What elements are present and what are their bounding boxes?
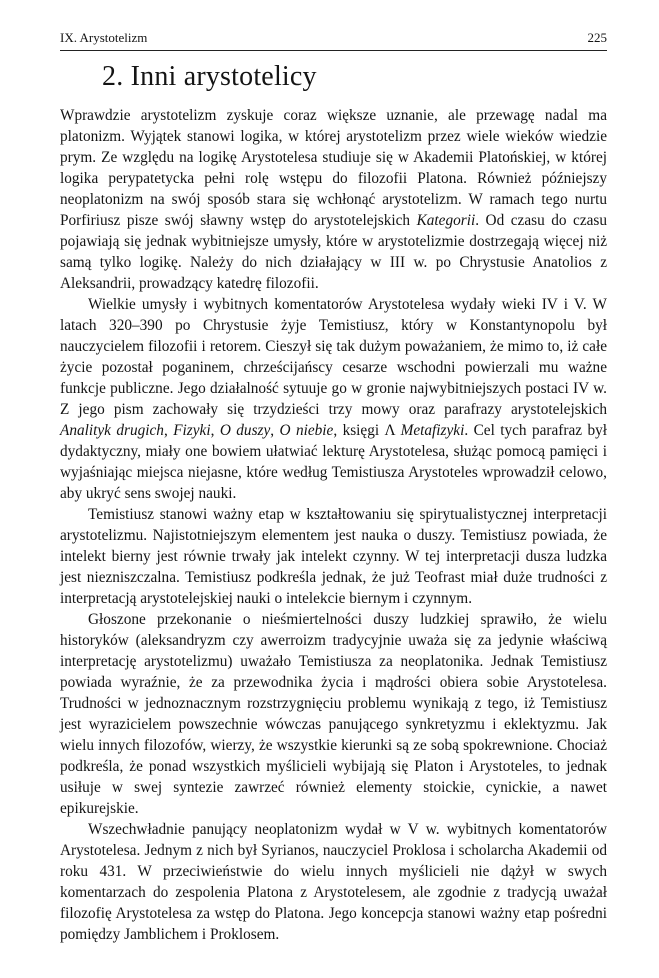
paragraph-1-text-b: . Od czasu do czasu pojawiają się jednak wybitniejsze umysły, które w arystotelizmie dostrzegają więcej niż samą tylko logikę. Należy do nich działający w III w. po Chrystusie Anatolios z Aleksandrii, prowadzący katedrę filozofii. bbox=[60, 212, 608, 292]
paragraph-4: Głoszone przekonanie o nieśmiertelności duszy ludzkiej sprawiło, że wielu historyków (aleksandryzm czy awerroizm tradycyjnie uważa się za jedynie właściwą interpretację arystotelizmu) uważało Temistiusza za neoplatonika. Jednak Temistiusz powiada wyraźnie, że za przewodnika życia i mądrości obiera sobie Arystotelesa. Trudności w jednoznacznym rozstrzygnięciu problemu wynikają z tego, iż Temistiusz jest wyrazicielem powszechnie wówczas panującego synkretyzmu i eklektyzmu. Jak wielu innych filozofów, wierzy, że wszystkie kierunki są ze sobą spokrewnione. Chociaż podkreśla, że ponad wszystkich myślicieli wybijają się Platon i Arystoteles, to jednak usiłuje w swej syntezie zawrzeć również elementy stoickie, cynickie, a nawet epikurejskie. bbox=[60, 611, 607, 817]
book-page bbox=[60, 30, 607, 945]
paragraph-2-text-b: . Cel tych parafraz był dydaktyczny, miały one bowiem ułatwiać lekturę Arystotelesa, służąc pomocą pamięci i wyjaśniając miejsca niejasne, które według Temistiusza Arystoteles wprowadził celowo, aby ukryć sens swojej nauki. bbox=[60, 422, 607, 502]
paragraph-1 bbox=[60, 105, 607, 294]
chapter-label: IX. Arystotelizm bbox=[60, 30, 148, 45]
paragraph-2-italic-5: Metafizyki bbox=[400, 422, 465, 439]
paragraph-1-italic-title: Kategorii bbox=[416, 212, 476, 229]
page-number: 225 bbox=[587, 30, 607, 45]
section-title: 2. Inni arystotelicy bbox=[102, 61, 317, 92]
paragraph-2-sep-1: , bbox=[163, 422, 174, 439]
paragraph-2-italic-4: O niebie bbox=[279, 422, 334, 439]
paragraph-2-sep-4: , księgi Λ bbox=[333, 422, 401, 439]
paragraph-2-italic-2: Fizyki bbox=[173, 422, 211, 439]
paragraph-3: Temistiusz stanowi ważny etap w kształtowaniu się spirytualistycznej interpretacji arystotelizmu. Najistotniejszym elementem jest nauka o duszy. Temistiusz powiada, że intelekt bierny jest równie trwały jak intelekt czynny. W tej interpretacji dusza ludzka jest niezniszczalna. Temistiusz podkreśla jednak, że już Teofrast miał duże trudności z interpretacją arystotelejskiej nauki o intelekcie biernym i czynnym. bbox=[60, 506, 607, 607]
paragraph-2-italic-3: O duszy bbox=[219, 422, 271, 439]
body-text bbox=[60, 105, 607, 945]
running-header bbox=[60, 30, 607, 51]
paragraph-1-text-a: Wprawdzie arystotelizm zyskuje coraz większe uznanie, ale przewagę nadal ma platonizm. Wyjątek stanowi logika, w której arystotelizm przez wiele wieków wiedzie prym. Ze względu na logikę Arystotelesa studiuje się w Akademii Platońskiej, w której logika perypatetycka pełni rolę wstępu do filozofii Platona. Również późniejszy neoplatonizm na swój sposób stara się wchłonąć arystotelizm. W ramach tego nurtu Porfiriusz pisze swój sławny wstęp do arystotelejskich bbox=[60, 107, 607, 229]
paragraph-5: Wszechwładnie panujący neoplatonizm wydał w V w. wybitnych komentatorów Arystotelesa. Jednym z nich był Syrianos, nauczyciel Proklosa i scholarcha Akademii od roku 431. W przeciwieństwie do wielu innych myślicieli nie dążył w swych komentarzach do zespolenia Platona z Arystotelesem, ale zgodnie z tradycją uważał filozofię Arystotelesa za wstęp do Platona. Jego koncepcja stanowi ważny etap pośredni pomiędzy Jamblichem i Proklosem. bbox=[60, 821, 607, 943]
paragraph-2-sep-3: , bbox=[270, 422, 280, 439]
paragraph-2-italic-1: Analityk drugich bbox=[60, 422, 164, 439]
paragraph-2 bbox=[60, 294, 607, 504]
paragraph-2-sep-2: , bbox=[210, 422, 220, 439]
paragraph-2-text-a: Wielkie umysły i wybitnych komentatorów Arystotelesa wydały wieki IV i V. W latach 320–390 po Chrystusie żyje Temistiusz, który w Konstantynopolu był nauczycielem filozofii i retorem. Cieszył się tak dużym poważaniem, że mimo to, iż całe życie pozostał poganinem, chrześcijańscy cesarze wschodni powierzali mu ważne funkcje publiczne. Jego działalność sytuuje go w gronie najwybitniejszych postaci IV w. Z jego pism zachowały się trzydzieści trzy mowy oraz parafrazy arystotelejskich bbox=[60, 296, 607, 418]
